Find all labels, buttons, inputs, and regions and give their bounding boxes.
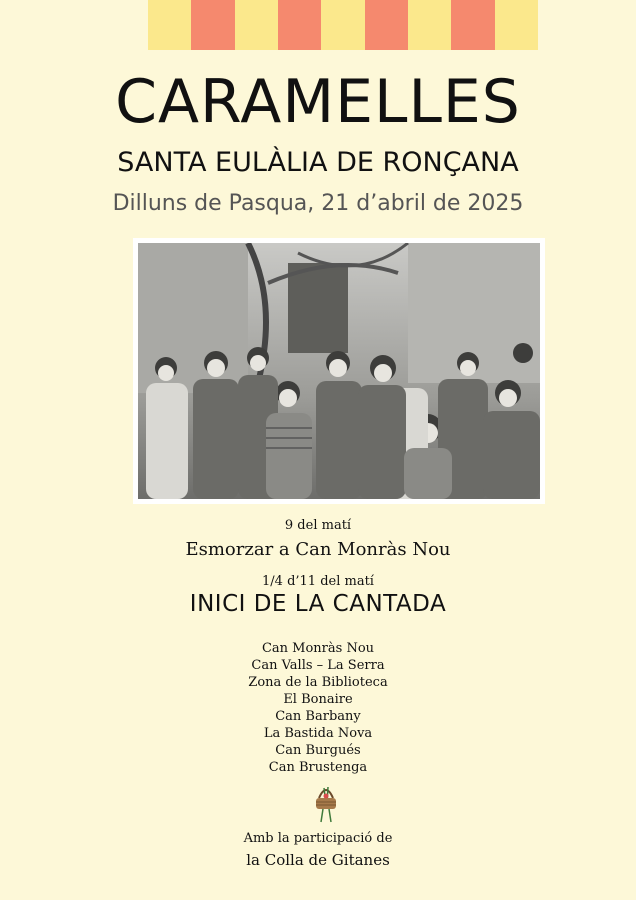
stripe: [365, 0, 408, 50]
schedule-event-1: Esmorzar a Can Monràs Nou: [185, 539, 451, 560]
stripe: [148, 0, 191, 50]
poster-subtitle: SANTA EULÀLIA DE RONÇANA: [117, 147, 519, 178]
event-date: Dilluns de Pasqua, 21 d’abril de 2025: [112, 191, 524, 216]
stripe: [235, 0, 278, 50]
flower-basket-icon: [313, 784, 339, 824]
route-stop: Can Valls – La Serra: [251, 658, 385, 673]
route-stop: Can Burgués: [275, 743, 361, 758]
participant-group: la Colla de Gitanes: [246, 851, 390, 869]
stripe: [495, 0, 538, 50]
route-stop: Can Brustenga: [268, 760, 368, 775]
route-stop: Zona de la Biblioteca: [248, 675, 388, 690]
route-stop: El Bonaire: [283, 692, 353, 707]
stripe: [191, 0, 234, 50]
route-stop: Can Barbany: [275, 709, 361, 724]
decorative-stripes: [148, 0, 538, 50]
stripe: [278, 0, 321, 50]
schedule-event-2: INICI DE LA CANTADA: [189, 591, 447, 617]
route-stop: La Bastida Nova: [263, 726, 373, 741]
participation-text: Amb la participació de: [243, 831, 393, 846]
stripe: [321, 0, 364, 50]
route-stops-list: [0, 640, 636, 776]
stripe: [451, 0, 494, 50]
group-singing-photo: [138, 243, 540, 499]
stripe: [408, 0, 451, 50]
schedule-time-2: 1/4 d’11 del matí: [262, 574, 374, 589]
route-stop: Can Monràs Nou: [261, 641, 375, 656]
poster-title: CARAMELLES: [115, 67, 521, 137]
photo-frame: [133, 238, 545, 504]
schedule-time-1: 9 del matí: [284, 518, 352, 533]
